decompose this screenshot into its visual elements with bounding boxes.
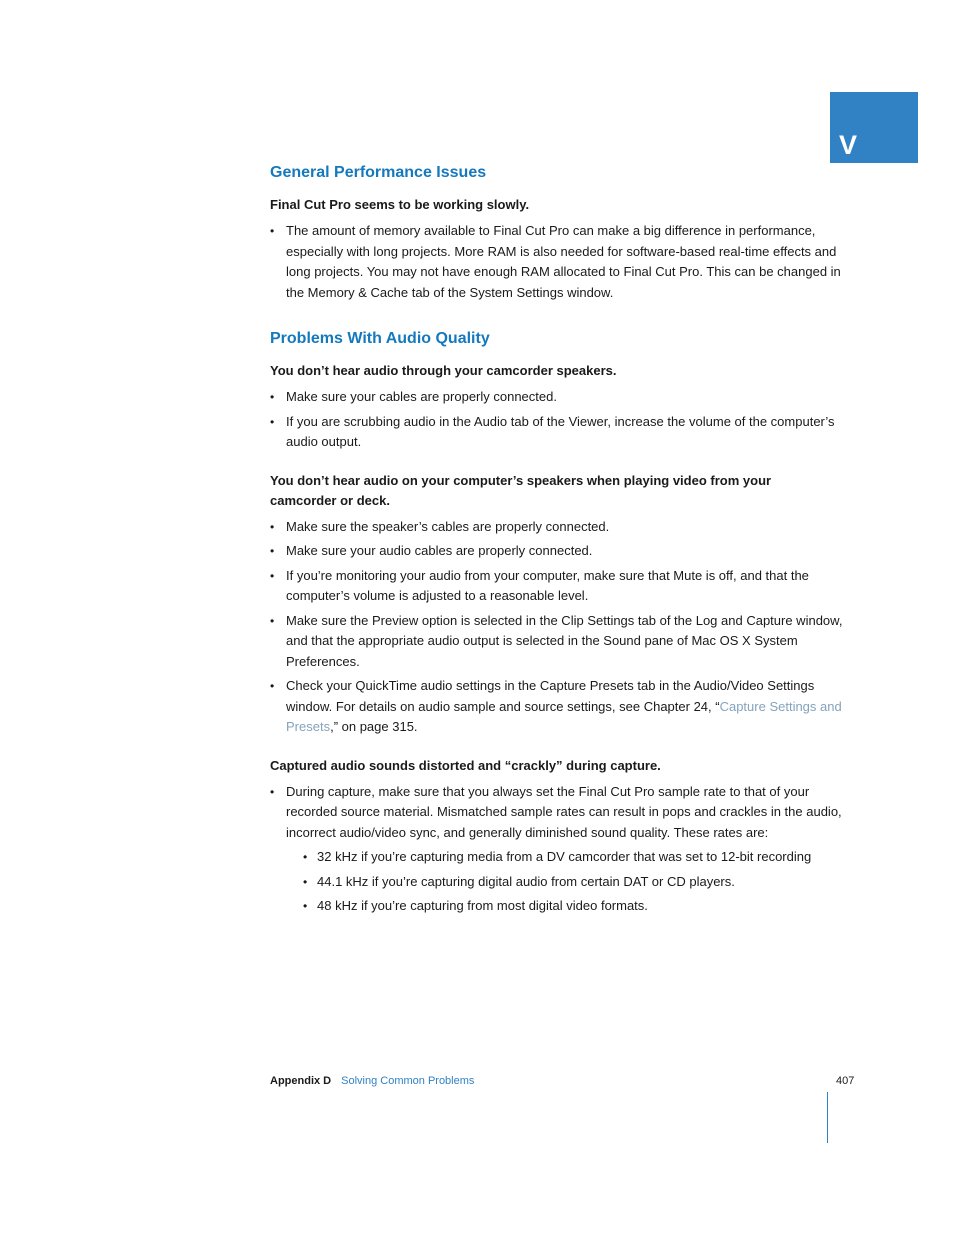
subheading-computer-speakers: You don’t hear audio on your computer’s speakers when playing video from your camcorder or deck. [270,472,772,508]
page-content [270,163,862,925]
capture-settings-link[interactable]: Capture Settings and Presets [286,698,842,734]
bullet-item [270,676,862,738]
bullet-text-after-link: ,” on page 315. [330,719,418,734]
nested-bullet-text: 44.1 kHz if you’re capturing digital audio from certain DAT or CD players. [317,873,735,889]
bullet-item [270,782,862,921]
section-heading-audio-quality: Problems With Audio Quality [270,330,490,347]
bullet-text: Make sure your cables are properly connected. [286,389,557,404]
bullet-item [270,517,862,538]
bullet-item [270,566,862,607]
bullet-item [270,387,862,408]
nested-bullet-item [303,872,846,893]
subheading-camcorder-speakers: You don’t hear audio through your camcorder speakers. [270,363,617,378]
bullet-intro-text: During capture, make sure that you always set the Final Cut Pro sample rate to that of your recorded source material. Mismatched sample rates can result in pops and crackles in the audio, incorrect audio/video sync, and generally diminished sound quality. These rates are: [286,783,842,840]
appendix-tab [830,92,918,163]
page-footer [270,1074,474,1088]
footer-vertical-rule [827,1092,828,1143]
section-heading-general-performance: General Performance Issues [270,164,487,181]
appendix-tab-letter: V [839,130,858,160]
bullet-icon: • [270,414,275,429]
nested-bullet-item [303,896,846,917]
bullet-text: Make sure your audio cables are properly connected. [286,543,593,558]
bullet-icon: • [270,519,275,534]
bullet-text: If you are scrubbing audio in the Audio tab of the Viewer, increase the volume of the computer’s audio output. [286,413,835,449]
bullet-text-before-link: Check your QuickTime audio settings in the Capture Presets tab in the Audio/Video Settings window. For details on audio sample and source settings, see Chapter 24, “ [286,678,815,714]
footer-chapter-title[interactable]: Solving Common Problems [341,1075,475,1087]
nested-bullet-text: 48 kHz if you’re capturing from most digital video formats. [317,898,648,913]
nested-bullet-list [303,847,846,917]
bullet-icon: • [303,874,308,889]
nested-bullet-item [303,847,846,868]
bullet-icon: • [270,390,275,404]
bullet-icon: • [270,544,275,558]
bullet-item [270,221,862,303]
bullet-icon: • [270,679,275,693]
page-number: 407 [836,1075,855,1087]
bullet-icon: • [270,568,275,583]
bullet-item [270,611,862,673]
bullet-text: Make sure the speaker’s cables are properly connected. [286,518,610,534]
subheading-working-slowly: Final Cut Pro seems to be working slowly. [270,197,530,212]
bullet-text-with-link [286,676,846,738]
bullet-icon: • [303,850,308,864]
bullet-item [270,412,862,453]
bullet-icon: • [270,224,275,238]
footer-appendix-label: Appendix D [270,1075,332,1087]
bullet-text: The amount of memory available to Final Cut Pro can make a big difference in performance, especially with long projects. More RAM is also needed for software-based real-time effects and long projects. You may not have enough RAM allocated to Final Cut Pro. This can be changed in the Memory & Cache tab of the System Settings window. [286,223,841,300]
bullet-text: If you’re monitoring your audio from your computer, make sure that Mute is off, and that the computer’s volume is adjusted to a reasonable level. [286,567,809,603]
bullet-text [286,782,846,921]
bullet-icon: • [303,899,308,913]
bullet-item [270,541,862,562]
bullet-icon: • [270,613,275,628]
bullet-icon: • [270,784,275,799]
bullet-text: Make sure the Preview option is selected in the Clip Settings tab of the Log and Capture window, and that the appropriate audio output is selected in the Sound pane of Mac OS X System Preferences. [286,612,843,669]
subheading-distorted-audio: Captured audio sounds distorted and “crackly” during capture. [270,757,661,773]
nested-bullet-text: 32 kHz if you’re capturing media from a DV camcorder that was set to 12-bit recording [317,849,812,864]
